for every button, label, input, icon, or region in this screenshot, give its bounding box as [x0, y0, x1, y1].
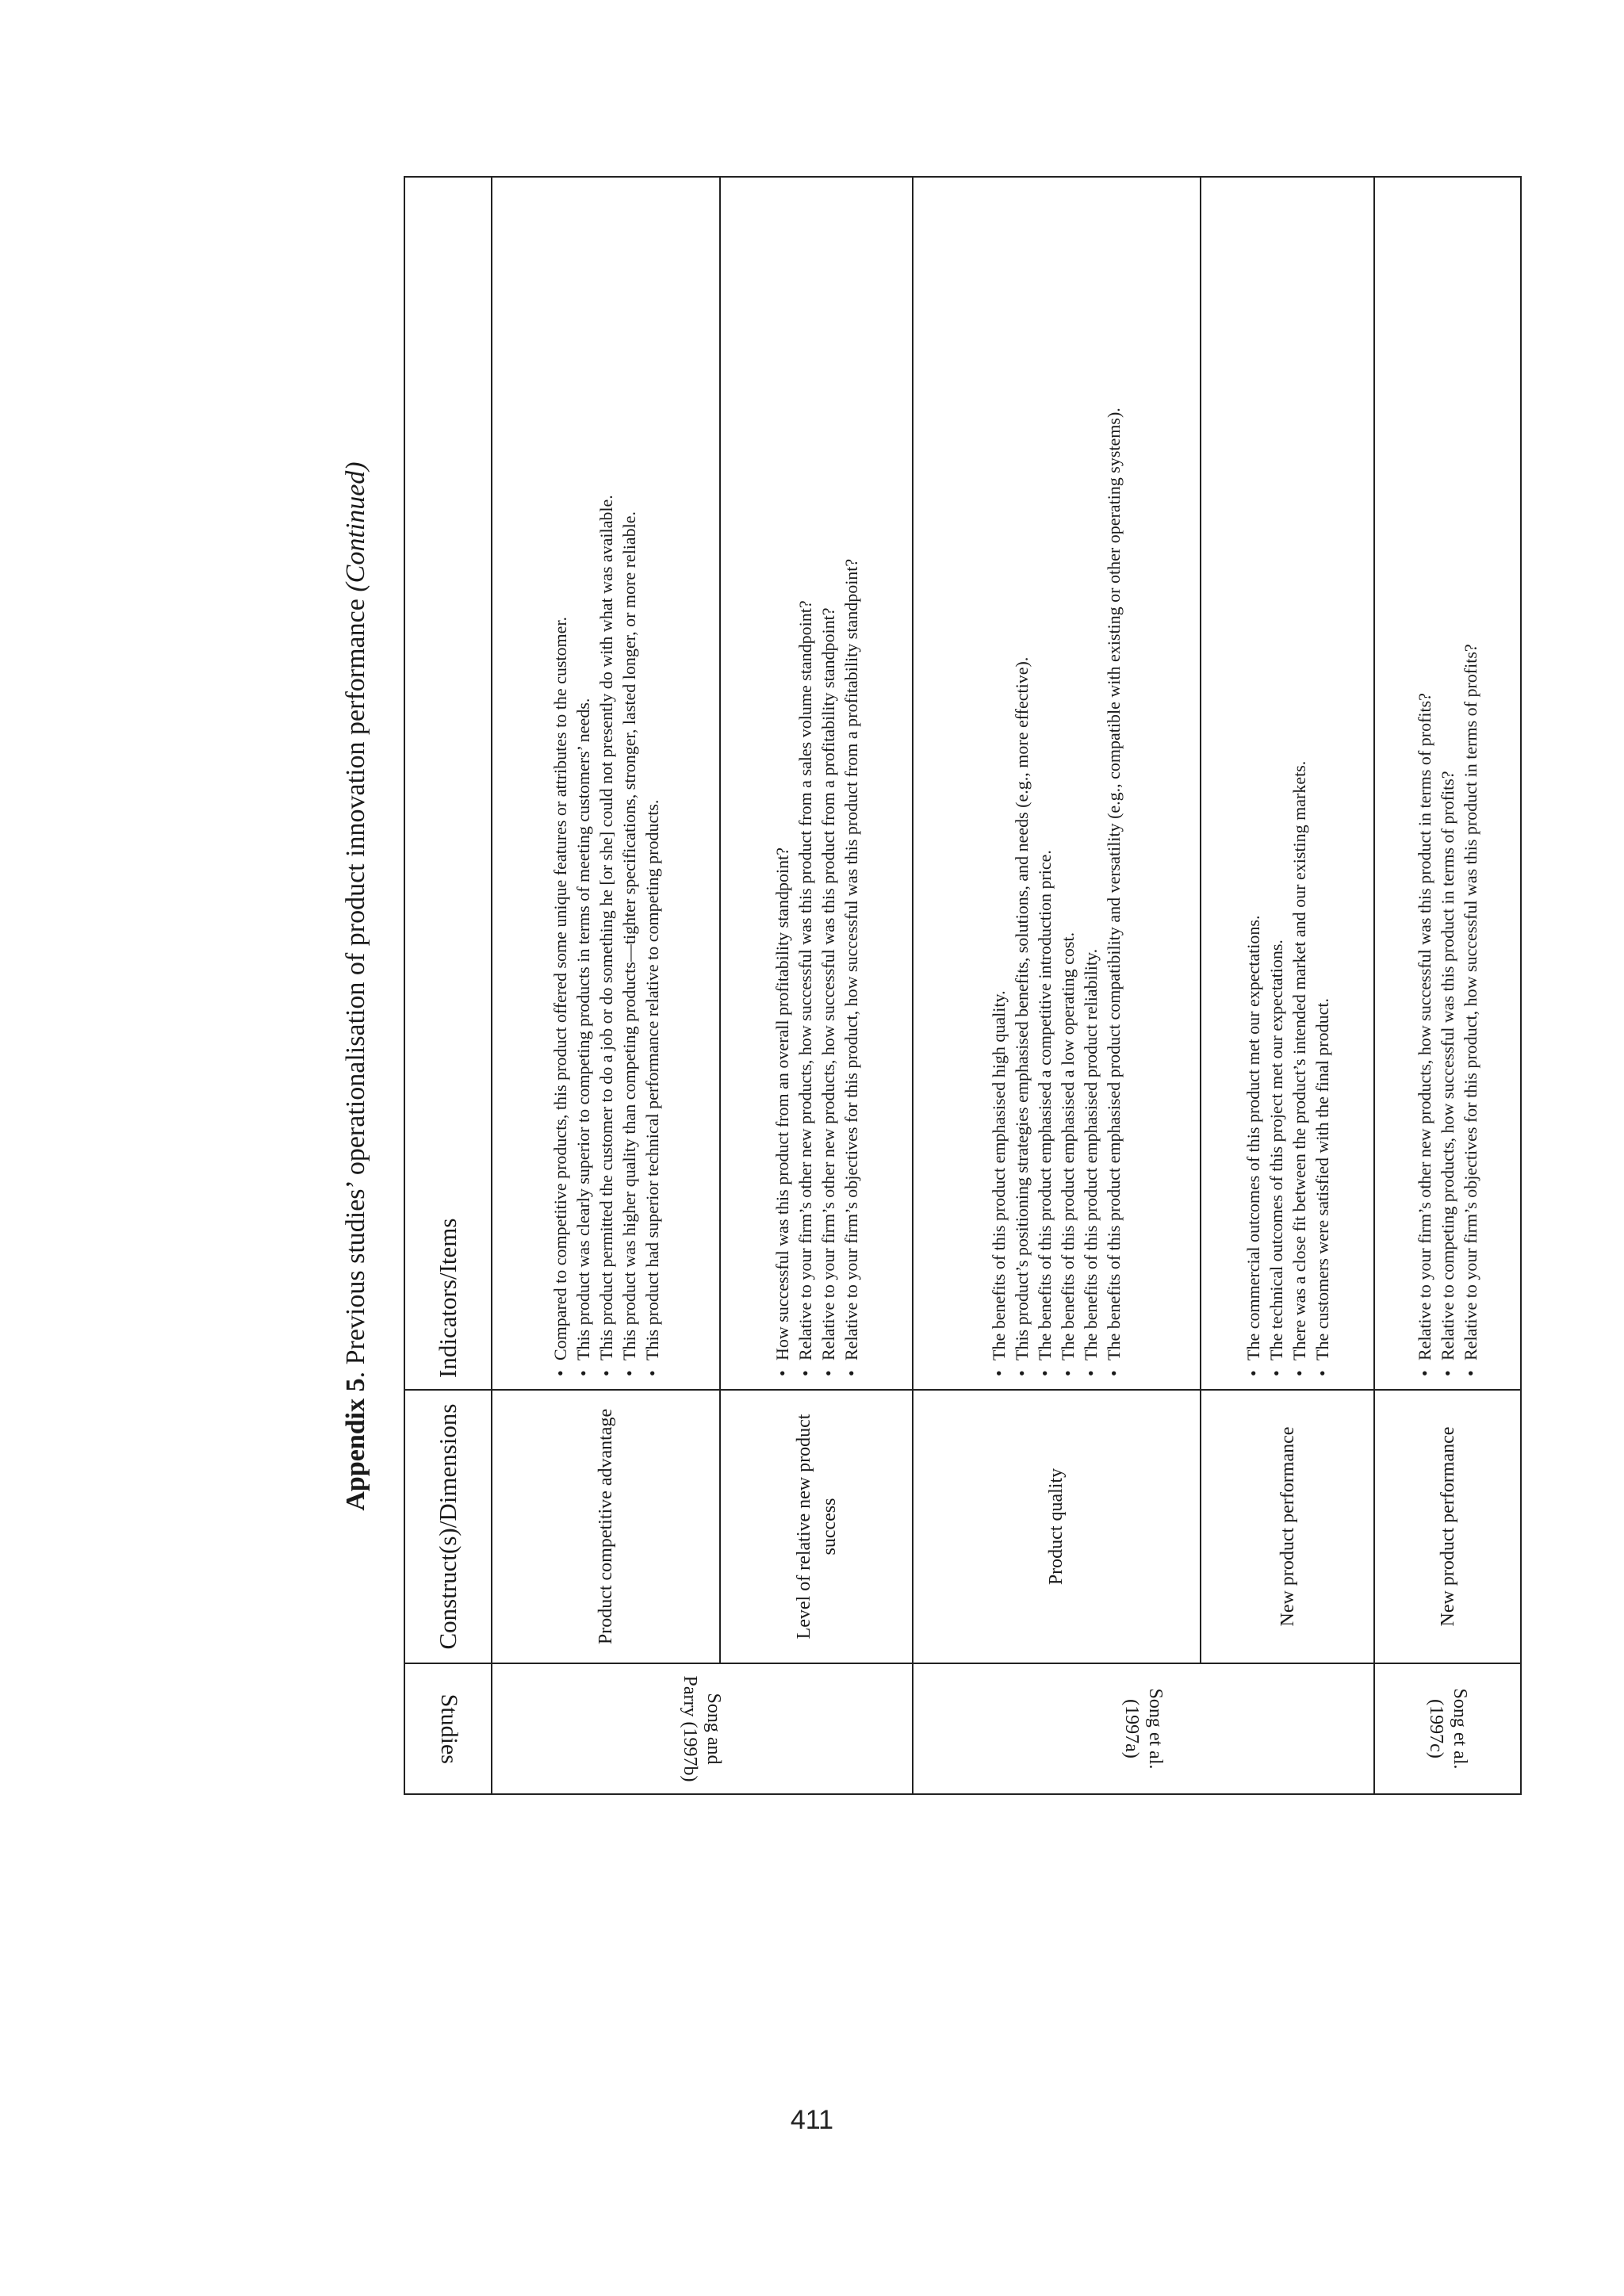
list-item: • How successful was this product from an overall profitability standpoint? [771, 189, 794, 1378]
list-item: • Relative to your firm’s other new products, how successful was this product in terms of profits? [1413, 189, 1436, 1378]
list-item: • Relative to your firm’s other new products, how successful was this product from a profitability standpoint? [817, 189, 840, 1378]
construct-cell: New product performance [1201, 1390, 1374, 1663]
studies-table [404, 176, 1522, 1795]
list-item: • The benefits of this product emphasised product compatibility and versatility (e.g., compatible with existing or other operating systems). [1102, 189, 1125, 1378]
list-item: • The benefits of this product emphasised a competitive introduction price. [1033, 189, 1056, 1378]
list-item: • This product had superior technical performance relative to competing products. [641, 189, 664, 1378]
appendix-label: Appendix 5 [341, 1378, 370, 1511]
construct-cell: Product competitive advantage [492, 1390, 720, 1663]
list-item: • Relative to your firm’s objectives for this product, how successful was this product in terms of profits? [1459, 189, 1482, 1378]
table-row [720, 177, 912, 1794]
rotated-page-content [337, 178, 1526, 1795]
list-item: • Compared to competitive products, this product offered some unique features or attributes to the customer. [549, 189, 572, 1378]
list-item: • Relative to your firm’s other new products, how successful was this product from a sales volume standpoint? [794, 189, 817, 1378]
list-item: • The benefits of this product emphasised product reliability. [1079, 189, 1102, 1378]
table-row [492, 177, 720, 1794]
list-item: • Relative to your firm’s objectives for this product, how successful was this product from a profitability standpoint? [840, 189, 863, 1378]
items-cell [1201, 177, 1374, 1390]
list-item: • This product was higher quality than competing products—tighter specifications, stronger, lasted longer, or more reliable. [618, 189, 641, 1378]
study-cell: Song et al. (1997a) [913, 1663, 1375, 1794]
list-item: • Relative to competing products, how successful was this product in terms of profits? [1436, 189, 1459, 1378]
list-item: • This product was clearly superior to competing products in terms of meeting customers’ needs. [572, 189, 595, 1378]
construct-cell: Product quality [913, 1390, 1201, 1663]
list-item: • This product’s positioning strategies emphasised benefits, solutions, and needs (e.g., more effective). [1010, 189, 1033, 1378]
list-item: • The benefits of this product emphasised a low operating cost. [1056, 189, 1079, 1378]
appendix-title [337, 178, 385, 1795]
header-studies: Studies [404, 1663, 492, 1794]
list-item: • The commercial outcomes of this product met our expectations. [1242, 189, 1265, 1378]
study-cell: Song et al. (1997c) [1374, 1663, 1521, 1794]
appendix-continued: (Continued) [341, 461, 370, 592]
items-cell [913, 177, 1201, 1390]
items-cell [492, 177, 720, 1390]
study-cell: Song and Parry (1997b) [492, 1663, 913, 1794]
header-items: Indicators/Items [404, 177, 492, 1390]
items-cell [1374, 177, 1521, 1390]
list-item: • This product permitted the customer to do a job or do something he [or she] could not presently do with what was available. [595, 189, 618, 1378]
table-row [1201, 177, 1374, 1794]
table-row [913, 177, 1201, 1794]
list-item: • The technical outcomes of this project met our expectations. [1265, 189, 1288, 1378]
list-item: • There was a close fit between the product’s intended market and our existing markets. [1288, 189, 1311, 1378]
table-header-row [404, 177, 492, 1794]
construct-cell: New product performance [1374, 1390, 1521, 1663]
list-item: • The benefits of this product emphasised high quality. [987, 189, 1010, 1378]
construct-cell: Level of relative new product success [720, 1390, 912, 1663]
table-row [1374, 177, 1521, 1794]
list-item: • The customers were satisfied with the final product. [1311, 189, 1334, 1378]
header-constructs: Construct(s)/Dimensions [404, 1390, 492, 1663]
items-cell [720, 177, 912, 1390]
page-number: 411 [790, 2105, 834, 2135]
appendix-title-text: . Previous studies’ operationalisation of product innovation performance [341, 591, 370, 1379]
